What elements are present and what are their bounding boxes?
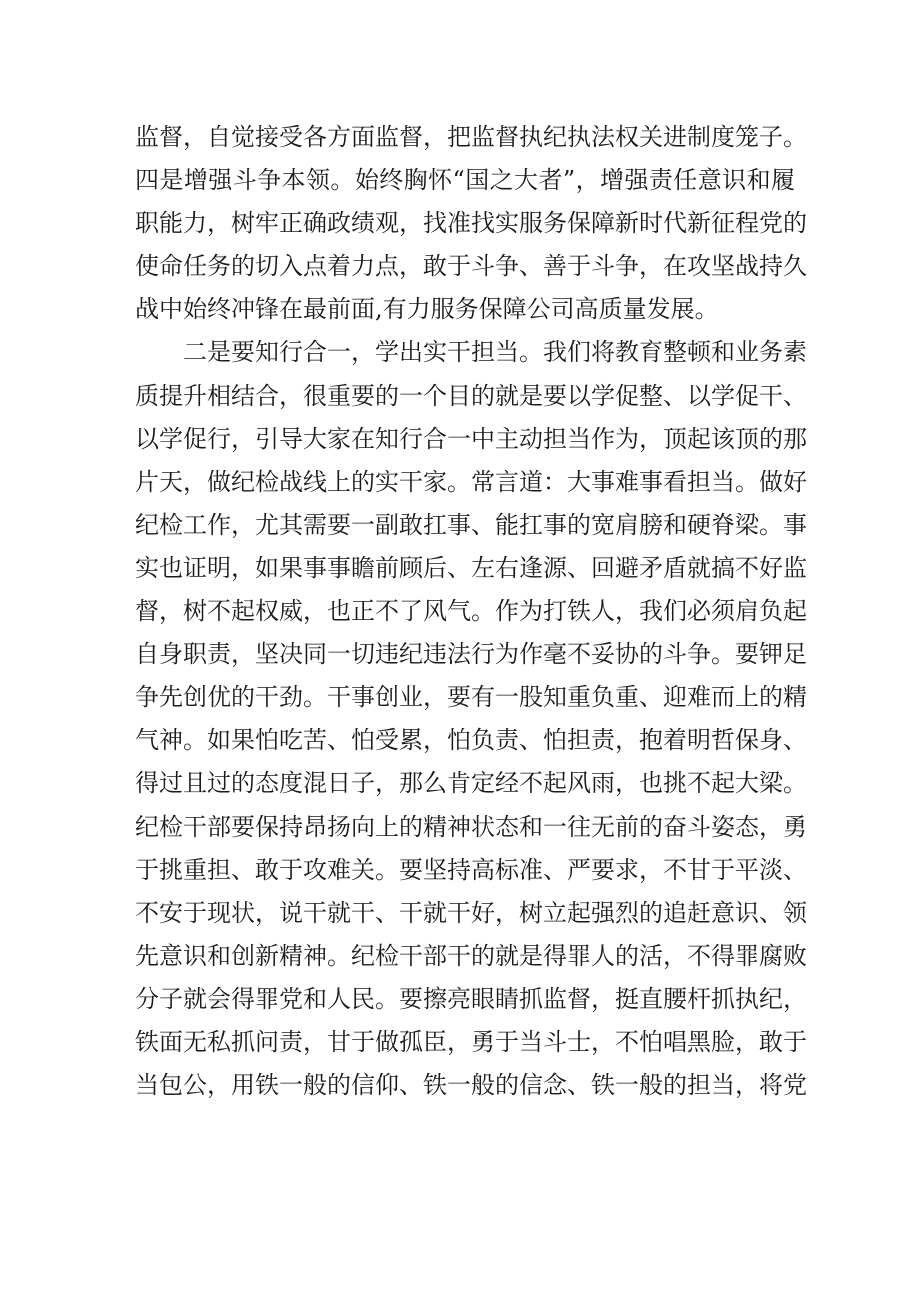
text-line-3: 职能力，树牢正确政绩观，找准找实服务保障新时代新征程党的 <box>135 209 807 238</box>
text-line-14: 争先创优的干劲。干事创业，要有一股知重负重、迎难而上的精 <box>135 683 807 712</box>
text-line-23: 当包公，用铁一般的信仰、铁一般的信念、铁一般的担当，将党 <box>135 1071 807 1100</box>
text-line-15: 气神。如果怕吃苦、怕受累，怕负责、怕担责，抱着明哲保身、 <box>135 726 807 755</box>
text-line-16: 得过且过的态度混日子，那么肯定经不起风雨，也挑不起大梁。 <box>135 769 807 798</box>
text-line-8: 以学促行，引导大家在知行合一中主动担当作为，顶起该顶的那 <box>135 424 807 453</box>
text-line-5: 战中始终冲锋在最前面,有力服务保障公司高质量发展。 <box>135 295 719 324</box>
text-line-17: 纪检干部要保持昂扬向上的精神状态和一往无前的奋斗姿态，勇 <box>135 812 807 841</box>
text-line-1: 监督，自觉接受各方面监督，把监督执纪执法权关进制度笼子。 <box>135 123 807 151</box>
text-line-20: 先意识和创新精神。纪检干部干的就是得罪人的活，不得罪腐败 <box>135 941 807 970</box>
text-line-13: 自身职责，坚决同一切违纪违法行为作毫不妥协的斗争。要钾足 <box>135 640 807 669</box>
text-line-6: 二是要知行合一，学出实干担当。我们将教育整顿和业务素 <box>135 338 807 367</box>
text-line-12: 督，树不起权威，也正不了风气。作为打铁人，我们必须肩负起 <box>135 597 807 626</box>
text-line-2: 四是增强斗争本领。始终胸怀“国之大者”，增强责任意识和履 <box>135 166 795 195</box>
text-line-18: 于挑重担、敢于攻难关。要坚持高标准、严要求，不甘于平淡、 <box>135 855 807 884</box>
text-line-9: 片天，做纪检战线上的实干家。常言道：大事难事看担当。做好 <box>135 467 807 496</box>
text-line-19: 不安于现状，说干就干、干就干好，树立起强烈的追赶意识、领 <box>135 898 807 927</box>
text-line-21: 分子就会得罪党和人民。要擦亮眼睛抓监督，挺直腰杆抓执纪， <box>135 984 807 1013</box>
text-line-10: 纪检工作，尤其需要一副敢扛事、能扛事的宽肩膀和硬脊梁。事 <box>135 510 807 539</box>
text-line-22: 铁面无私抓问责，甘于做孤臣，勇于当斗士，不怕唱黑脸，敢于 <box>135 1027 807 1056</box>
body-text <box>135 116 807 1107</box>
text-line-11: 实也证明，如果事事瞻前顾后、左右逢源、回避矛盾就搞不好监 <box>135 553 807 582</box>
text-line-4: 使命任务的切入点着力点，敢于斗争、善于斗争，在攻坚战持久 <box>135 252 807 281</box>
text-line-7: 质提升相结合，很重要的一个目的就是要以学促整、以学促干、 <box>135 381 807 410</box>
